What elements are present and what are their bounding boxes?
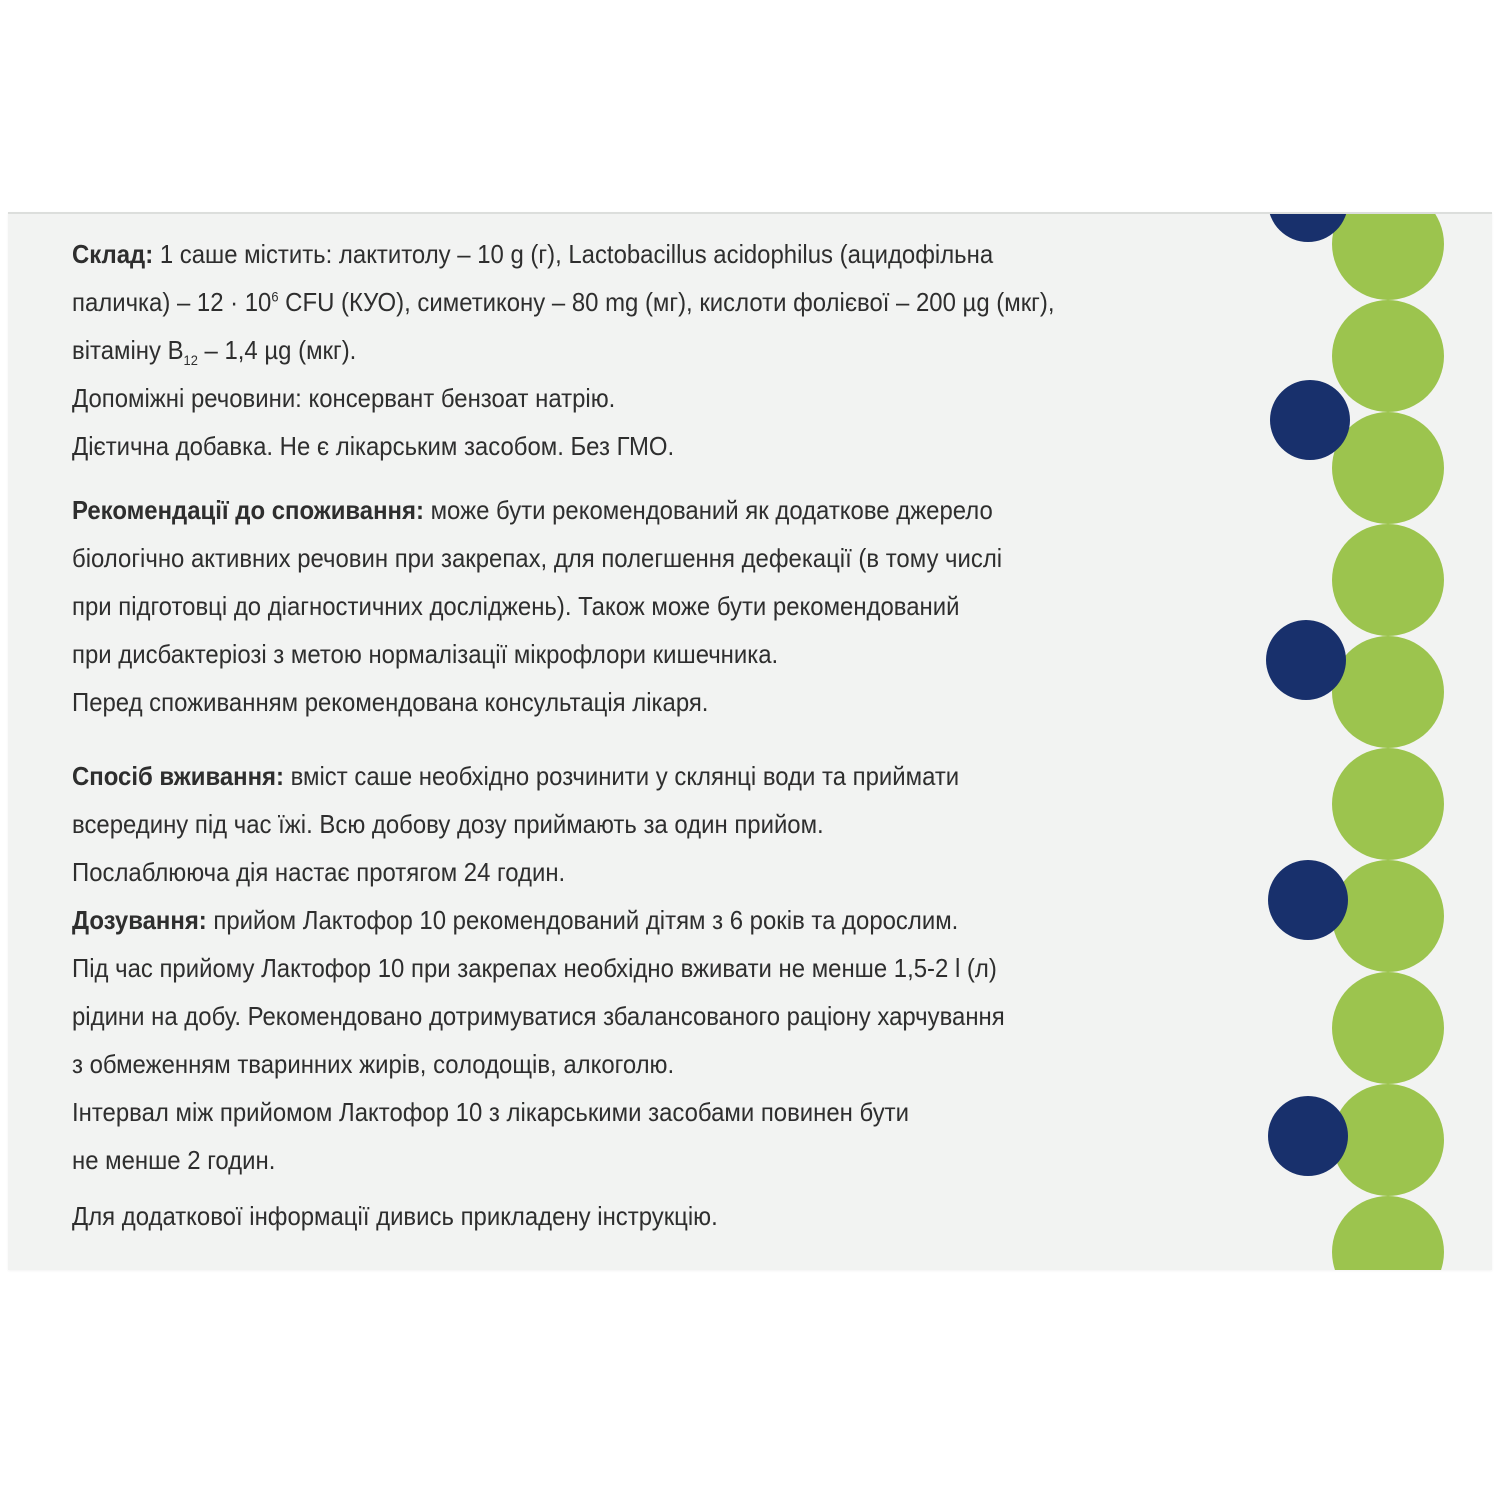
blue-dot: [1270, 380, 1350, 460]
dosage-line-6: не менше 2 годин.: [72, 1145, 276, 1175]
usage-label: Спосіб вживання:: [72, 761, 284, 791]
recommendations-line-5: Перед споживанням рекомендована консультація лікаря.: [72, 687, 709, 717]
footer-note: Для додаткової інформації дивись прикладену інструкцію.: [72, 1201, 718, 1231]
green-dot: [1332, 524, 1444, 636]
recommendations-label: Рекомендації до споживання:: [72, 495, 424, 525]
green-dot: [1332, 972, 1444, 1084]
composition-line-1: Склад: 1 саше містить: лактитолу – 10 g (г), Lactobacillus acidophilus (ацидофільна: [72, 239, 994, 269]
dosage-line-5: Інтервал між прийомом Лактофор 10 з лікарськими засобами повинен бути: [72, 1097, 909, 1127]
green-dot: [1332, 860, 1444, 972]
green-dot: [1332, 1196, 1444, 1270]
green-dot: [1332, 300, 1444, 412]
blue-dot: [1268, 1096, 1348, 1176]
composition-label: Склад:: [72, 239, 154, 269]
dosage-line-4: з обмеженням тваринних жирів, солодощів, алкоголю.: [72, 1049, 675, 1079]
green-dot: [1332, 748, 1444, 860]
dosage-line-2: Під час прийому Лактофор 10 при закрепах необхідно вживати не менше 1,5-2 l (л): [72, 953, 997, 983]
green-dot: [1332, 636, 1444, 748]
supplement-note: Дієтична добавка. Не є лікарським засобом. Без ГМО.: [72, 431, 675, 461]
excipients-line: Допоміжні речовини: консервант бензоат натрію.: [72, 383, 616, 413]
usage-line-3: Послаблююча дія настає протягом 24 годин.: [72, 857, 566, 887]
package-panel: [8, 212, 1492, 1270]
usage-line-2: всередину під час їжі. Всю добову дозу приймають за один прийом.: [72, 809, 824, 839]
blue-dot: [1268, 860, 1348, 940]
green-dot: [1332, 214, 1444, 300]
recommendations-line-3: при підготовці до діагностичних досліджень). Також може бути рекомендований: [72, 591, 960, 621]
composition-line-2: паличка) – $12 \cdot 10^6$ CFU (КУО), симетикону – 80 mg (мг), кислоти фолієвої – 200 µg (мкг),: [72, 287, 1055, 317]
recommendations-line-4: при дисбактеріозі з метою нормалізації мікрофлори кишечника.: [72, 639, 779, 669]
recommendations-line-1: Рекомендації до споживання: може бути рекомендований як додаткове джерело: [72, 495, 993, 525]
dosage-line-3: рідини на добу. Рекомендовано дотримуватися збалансованого раціону харчування: [72, 1001, 1005, 1031]
usage-line-1: Спосіб вживання: вміст саше необхідно розчинити у склянці води та приймати: [72, 761, 960, 791]
blue-dot: [1266, 620, 1346, 700]
dosage-label: Дозування:: [72, 905, 207, 935]
dosage-line-1: Дозування: прийом Лактофор 10 рекомендований дітям з 6 років та дорослим.: [72, 905, 959, 935]
composition-line-3: вітаміну $B_{12} - 1,4$ µg (мкг).: [72, 335, 357, 369]
recommendations-line-2: біологічно активних речовин при закрепах, для полегшення дефекації (в тому числі: [72, 543, 1003, 573]
green-dot: [1332, 1084, 1444, 1196]
label-text: [72, 230, 1158, 1240]
